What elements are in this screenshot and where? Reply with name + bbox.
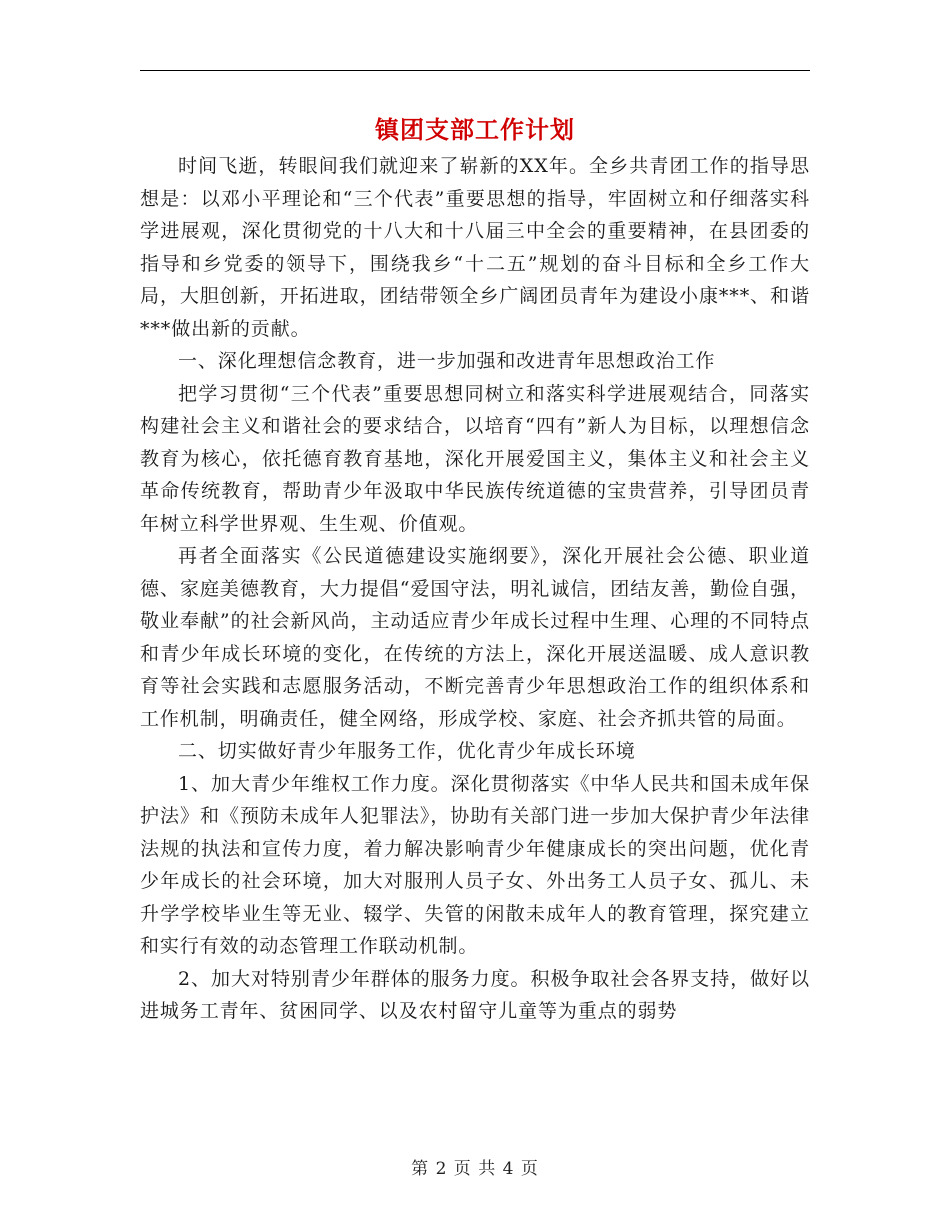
paragraph-1a: 把学习贯彻“三个代表”重要思想同树立和落实科学进展观结合，同落实构建社会主义和谐社会的要求结合，以培育“四有”新人为目标，以理想信念教育为核心，依托德育教育基地，深化开展爱国主义，集体主义和社会主义革命传统教育，帮助青少年汲取中华民族传统道德的宝贵营养，引导团员青年树立科学世界观、生生观、价值观。 (140, 382, 810, 535)
paragraph-intro: 时间飞逝，转眼间我们就迎来了崭新的XX年。全乡共青团工作的指导思想是：以邓小平理论和“三个代表”重要思想的指导，牢固树立和仔细落实科学进展观，深化贯彻党的十八大和十八届三中全会的重要精神，在县团委的指导和乡党委的领导下，围绕我乡“十二五”规划的奋斗目标和全乡工作大局，大胆创新，开拓进取，团结带领全乡广阔团员青年为建设小康***、和谐***做出新的贡献。 (140, 155, 810, 340)
paragraph-1b: 再者全面落实《公民道德建设实施纲要》，深化开展社会公德、职业道德、家庭美德教育，大力提倡“爱国守法，明礼诚信，团结友善，勤俭自强，敬业奉献”的社会新风尚，主动适应青少年成长过程中生理、心理的不同特点和青少年成长环境的变化，在传统的方法上，深化开展送温暖、成人意识教育等社会实践和志愿服务活动，不断完善青少年思想政治工作的组织体系和工作机制，明确责任，健全网络，形成学校、家庭、社会齐抓共管的局面。 (140, 545, 810, 730)
paragraph-2-1: 1、加大青少年维权工作力度。深化贯彻落实《中华人民共和国未成年保护法》和《预防未成年人犯罪法》，协助有关部门进一步加大保护青少年法律法规的执法和宣传力度，着力解决影响青少年健康成长的突出问题，优化青少年成长的社会环境，加大对服刑人员子女、外出务工人员子女、孤儿、未升学学校毕业生等无业、辍学、失管的闲散未成年人的教育管理，探究建立和实行有效的动态管理工作联动机制。 (140, 772, 810, 957)
document-title: 镇团支部工作计划 (375, 116, 575, 144)
section-heading-2: 二、切实做好青少年服务工作，优化青少年成长环境 (178, 740, 636, 762)
header-rule (140, 70, 810, 71)
paragraph-2-2: 2、加大对特别青少年群体的服务力度。积极争取社会各界支持，做好以进城务工青年、贫困同学、以及农村留守儿童等为重点的弱势 (140, 967, 810, 1022)
page-number: 第 2 页 共 4 页 (411, 1159, 539, 1179)
section-heading-1: 一、深化理想信念教育，进一步加强和改进青年思想政治工作 (178, 350, 716, 372)
document-body (140, 150, 810, 1028)
